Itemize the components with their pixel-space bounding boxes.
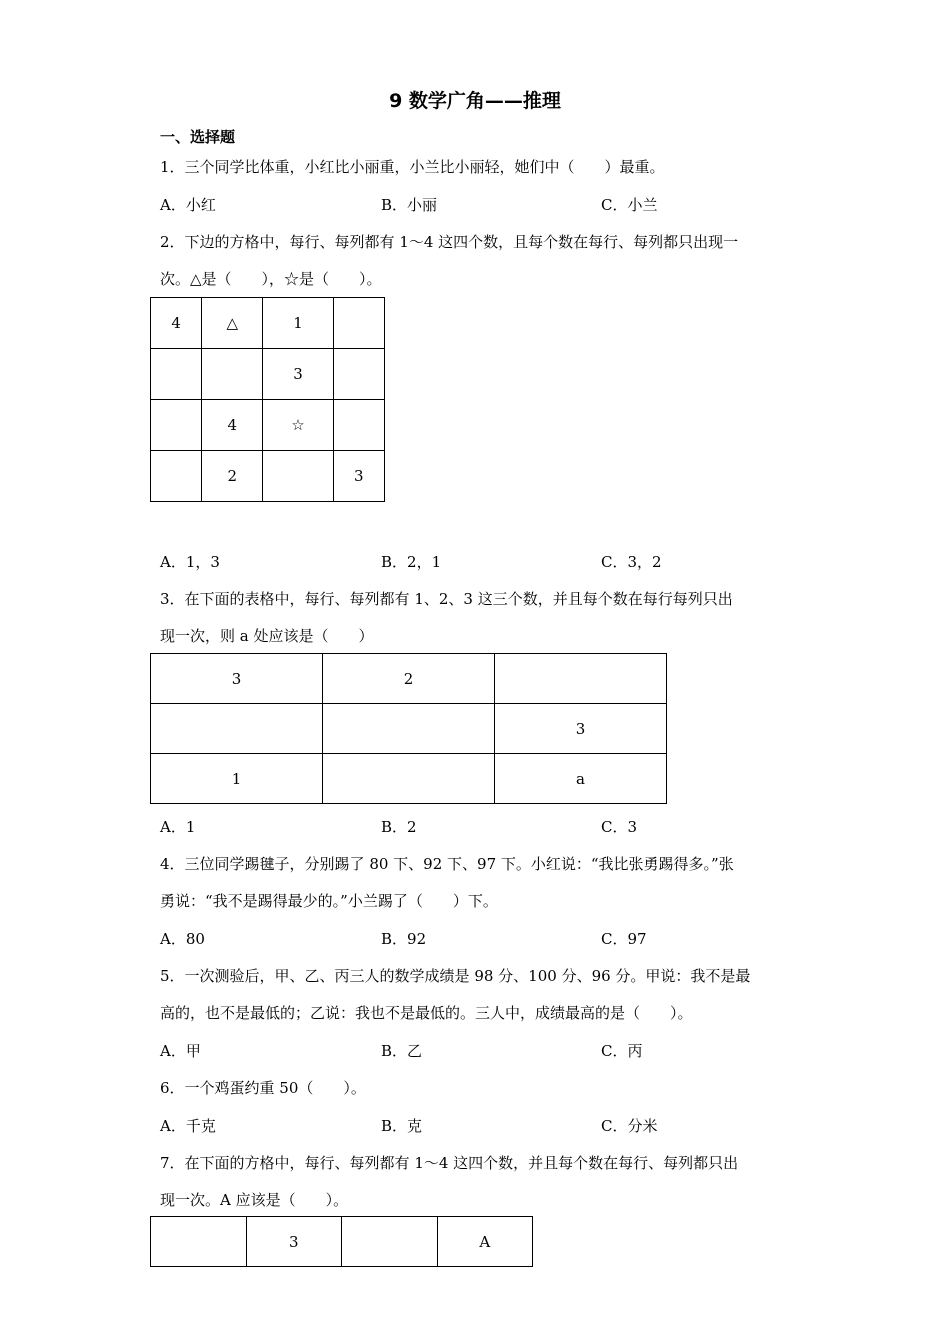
q6-option-a[interactable]: A．千克 — [160, 1117, 216, 1135]
q3-option-c[interactable]: C．3 — [601, 818, 638, 836]
page-title: 9 数学广角——推理 — [389, 90, 561, 112]
q2-cell — [333, 349, 384, 400]
q2-cell — [151, 349, 202, 400]
q2-cell-star: ☆ — [263, 400, 333, 451]
q1-option-c[interactable]: C．小兰 — [601, 196, 658, 214]
q5-option-b[interactable]: B．乙 — [381, 1042, 423, 1060]
q2-cell-triangle: △ — [202, 298, 263, 349]
q1-option-b[interactable]: B．小丽 — [381, 196, 438, 214]
q7-cell-A: A — [437, 1217, 533, 1267]
question-3-line-1: 3．在下面的表格中，每行、每列都有 1、2、3 这三个数，并且每个数在每行每列只出 — [160, 590, 733, 608]
q6-option-c[interactable]: C．分米 — [601, 1117, 658, 1135]
q4-option-c[interactable]: C．97 — [601, 930, 647, 948]
question-5-line-1: 5．一次测验后，甲、乙、丙三人的数学成绩是 98 分、100 分、96 分。甲说：我不是最 — [160, 967, 751, 985]
q3-cell: 2 — [323, 654, 495, 704]
q2-cell — [263, 451, 333, 502]
question-4-line-1: 4．三位同学踢毽子，分别踢了 80 下、92 下、97 下。小红说：“我比张勇踢得多。”张 — [160, 855, 734, 873]
q7-cell: 3 — [246, 1217, 342, 1267]
q2-cell: 4 — [202, 400, 263, 451]
q2-cell — [333, 400, 384, 451]
q5-option-a[interactable]: A．甲 — [160, 1042, 201, 1060]
question-3-line-2: 现一次，则 a 处应该是（ ） — [160, 627, 374, 645]
q3-cell — [323, 754, 495, 804]
q2-option-b[interactable]: B．2，1 — [381, 553, 442, 571]
q3-cell: 3 — [495, 704, 667, 754]
q3-cell: 3 — [151, 654, 323, 704]
q7-grid — [150, 1216, 533, 1267]
q2-cell: 1 — [263, 298, 333, 349]
section-heading: 一、选择题 — [160, 128, 236, 146]
q7-cell — [342, 1217, 438, 1267]
q2-option-a[interactable]: A．1，3 — [160, 553, 220, 571]
q2-cell — [333, 298, 384, 349]
q3-cell — [151, 704, 323, 754]
q7-cell — [151, 1217, 247, 1267]
question-2-line-1: 2．下边的方格中，每行、每列都有 1～4 这四个数，且每个数在每行、每列都只出现一 — [160, 233, 739, 251]
question-7-line-1: 7．在下面的方格中，每行、每列都有 1～4 这四个数，并且每个数在每行、每列都只出 — [160, 1154, 739, 1172]
question-7-line-2: 现一次。A 应该是（ ）。 — [160, 1191, 349, 1209]
question-4-line-2: 勇说：“我不是踢得最少的。”小兰踢了（ ）下。 — [160, 892, 498, 910]
q2-cell: 3 — [263, 349, 333, 400]
question-5-line-2: 高的，也不是最低的；乙说：我也不是最低的。三人中，成绩最高的是（ ）。 — [160, 1004, 693, 1022]
q2-grid — [150, 297, 385, 502]
q3-option-b[interactable]: B．2 — [381, 818, 417, 836]
q2-cell — [202, 349, 263, 400]
q2-cell — [151, 451, 202, 502]
q2-cell: 4 — [151, 298, 202, 349]
question-1-text: 1．三个同学比体重，小红比小丽重，小兰比小丽轻，她们中（ ）最重。 — [160, 158, 665, 176]
q3-option-a[interactable]: A．1 — [160, 818, 196, 836]
q3-cell — [323, 704, 495, 754]
q2-cell — [151, 400, 202, 451]
q1-option-a[interactable]: A．小红 — [160, 196, 216, 214]
q6-option-b[interactable]: B．克 — [381, 1117, 423, 1135]
question-6-text: 6．一个鸡蛋约重 50（ ）。 — [160, 1079, 366, 1097]
question-2-line-2: 次。△是（ ），☆是（ ）。 — [160, 270, 382, 288]
q3-cell-a: a — [495, 754, 667, 804]
q2-option-c[interactable]: C．3，2 — [601, 553, 662, 571]
q3-cell — [495, 654, 667, 704]
q3-cell: 1 — [151, 754, 323, 804]
q5-option-c[interactable]: C．丙 — [601, 1042, 643, 1060]
q4-option-a[interactable]: A．80 — [160, 930, 205, 948]
q2-cell: 3 — [333, 451, 384, 502]
q2-cell: 2 — [202, 451, 263, 502]
q3-grid — [150, 653, 667, 804]
q4-option-b[interactable]: B．92 — [381, 930, 427, 948]
